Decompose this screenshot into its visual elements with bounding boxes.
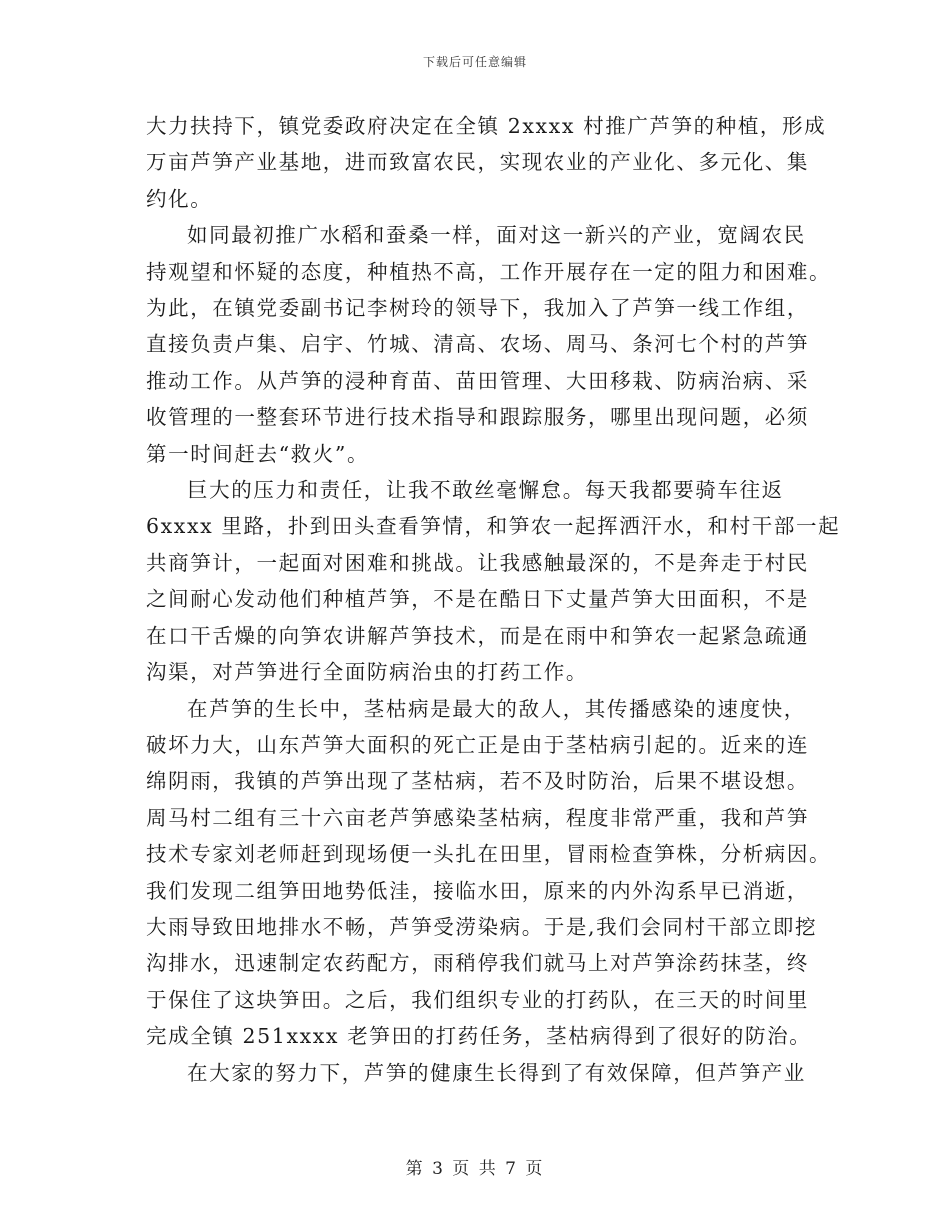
text-line-content: 在口干舌燥的向笋农讲解芦笋技术，而是在雨中和笋农一起紧急疏通 — [146, 623, 809, 648]
text-line-content: 周马村二组有三十六亩老芦笋感染茎枯病，程度非常严重，我和芦笋 — [146, 805, 809, 830]
body-text — [146, 108, 841, 1091]
text-line-content: 第一时间赶去“救火”。 — [146, 441, 370, 466]
text-line-content: 完成全镇 251xxxx 老笋田的打药任务，茎枯病得到了很好的防治。 — [146, 1024, 812, 1049]
text-line-content: 大雨导致田地排水不畅，芦笋受涝染病。于是,我们会同村干部立即挖 — [146, 914, 818, 939]
text-line — [146, 1055, 806, 1091]
text-line — [146, 873, 809, 909]
text-line — [146, 982, 809, 1018]
text-line — [146, 472, 806, 508]
text-line-content: 万亩芦笋产业基地，进而致富农民，实现农业的产业化、多元化、集 — [146, 150, 809, 175]
text-line-content: 持观望和怀疑的态度，种植热不高，工作开展存在一定的阻力和困难。 — [146, 259, 832, 284]
text-line — [146, 326, 809, 362]
text-line — [146, 654, 806, 690]
text-line — [146, 618, 809, 654]
text-line-content: 大力扶持下，镇党委政府决定在全镇 2xxxx 村推广芦笋的种植，形成 — [146, 114, 827, 138]
text-line — [146, 545, 809, 581]
text-line — [146, 691, 806, 727]
text-line-content: 收管理的一整套环节进行技术指导和跟踪服务，哪里出现问题，必须 — [146, 405, 809, 430]
text-line-content: 在芦笋的生长中，茎枯病是最大的敌人，其传播感染的速度快， — [187, 696, 806, 721]
text-line-content: 破坏力大，山东芦笋大面积的死亡正是由于茎枯病引起的。近来的连 — [146, 732, 809, 757]
text-line — [146, 1018, 812, 1054]
text-line — [146, 436, 806, 472]
text-line — [146, 581, 809, 617]
text-line-content: 在大家的努力下，芦笋的健康生长得到了有效保障，但芦笋产业 — [187, 1060, 806, 1085]
text-line-content: 约化。 — [146, 186, 213, 211]
text-line-content: 沟渠，对芦笋进行全面防病治虫的打药工作。 — [146, 660, 588, 685]
text-line — [146, 254, 832, 290]
text-line — [146, 727, 809, 763]
text-line-content: 巨大的压力和责任，让我不敢丝毫懈怠。每天我都要骑车往返 — [187, 478, 784, 503]
text-line-content: 沟排水，迅速制定农药配方，雨稍停我们就马上对芦笋涂药抹茎，终 — [146, 951, 809, 976]
text-line — [146, 290, 809, 326]
text-line — [146, 836, 832, 872]
text-line-content: 直接负责卢集、启宇、竹城、清高、农场、周马、条河七个村的芦笋 — [146, 332, 809, 357]
text-line-content: 绵阴雨，我镇的芦笋出现了茎枯病，若不及时防治，后果不堪设想。 — [146, 769, 809, 794]
text-line-content: 6xxxx 里路，扑到田头查看笋情，和笋农一起挥洒汗水，和村干部一起 — [146, 514, 841, 539]
text-line — [146, 945, 809, 981]
text-line-content: 为此，在镇党委副书记李树玲的领导下，我加入了芦笋一线工作组， — [146, 296, 809, 321]
text-line — [146, 108, 827, 144]
text-line-content: 如同最初推广水稻和蚕桑一样，面对这一新兴的产业，宽阔农民 — [187, 223, 806, 248]
text-line-content: 推动工作。从芦笋的浸种育苗、苗田管理、大田移栽、防病治病、采 — [146, 368, 809, 393]
page-header-note: 下载后可任意编辑 — [422, 55, 527, 69]
text-line — [146, 217, 806, 253]
page-number-footer: 第 3 页 共 7 页 — [405, 1159, 545, 1179]
text-line — [146, 800, 809, 836]
text-line-content: 我们发现二组笋田地势低洼，接临水田，原来的内外沟系早已消逝， — [146, 878, 809, 903]
text-line-content: 之间耐心发动他们种植芦笋，不是在酷日下丈量芦笋大田面积，不是 — [146, 587, 809, 612]
text-line-content: 共商笋计，一起面对困难和挑战。让我感触最深的，不是奔走于村民 — [146, 550, 809, 575]
text-line — [146, 181, 806, 217]
text-line — [146, 363, 809, 399]
text-line-content: 技术专家刘老师赶到现场便一头扎在田里，冒雨检查笋株，分析病因。 — [146, 842, 832, 867]
text-line — [146, 144, 809, 180]
text-line — [146, 909, 818, 945]
text-line-content: 于保住了这块笋田。之后，我们组织专业的打药队，在三天的时间里 — [146, 987, 809, 1012]
text-line — [146, 763, 809, 799]
text-line — [146, 399, 809, 435]
text-line — [146, 508, 841, 544]
